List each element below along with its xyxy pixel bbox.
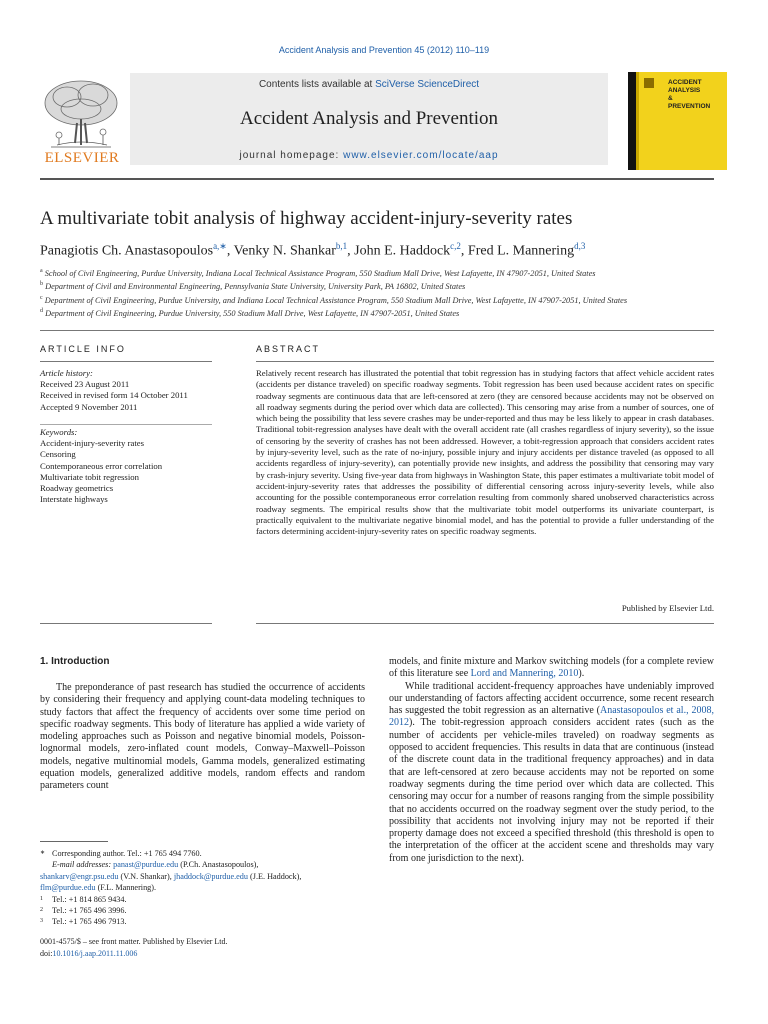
corresponding-author-note: ∗ Corresponding author. Tel.: +1 765 494 7760.	[40, 849, 202, 858]
author-affiliation-mark[interactable]: a,∗	[213, 241, 227, 251]
journal-citation-link[interactable]: Accident Analysis and Prevention 45 (2012) 110–119	[278, 45, 490, 55]
affiliation-item: $^d$ Department of Civil Engineering, Purdue University, 550 Stadium Mall Drive, West Lafayette, IN 47907-2051, United States	[40, 308, 460, 318]
telephone-note: 3 Tel.: +1 765 496 7913.	[40, 917, 127, 927]
keyword-item: Contemporaneous error correlation	[40, 460, 163, 471]
journal-homepage	[130, 150, 608, 161]
svg-text:ACCIDENT: ACCIDENT	[668, 79, 702, 86]
email-link[interactable]: shankarv@engr.psu.edu	[40, 871, 119, 881]
email-addresses-cont: shankarv@engr.psu.edu (V.N. Shankar), jhaddock@purdue.edu (J.E. Haddock),	[40, 871, 302, 881]
publisher-note: Published by Elsevier Ltd.	[621, 603, 714, 613]
telephone-note: 1 Tel.: +1 814 865 9434.	[40, 894, 127, 904]
abstract-rule	[256, 361, 714, 362]
affiliations	[40, 266, 720, 319]
keywords-heading: Keywords:	[40, 427, 78, 437]
elsevier-wordmark: ELSEVIER	[44, 150, 120, 166]
info-bottom-rule	[40, 623, 212, 624]
affiliation-item: $^b$ Department of Civil and Environmental Engineering, Pennsylvania State University, University Park, PA 16802, United States	[40, 281, 466, 292]
affiliation-item: $^a$ School of Civil Engineering, Purdue University, Indiana Local Technical Assistance Program, 550 Stadium Mall Drive, West Lafayette, IN 47907-2051, United States	[40, 268, 596, 278]
abstract-body: Relatively recent research has illustrated the potential that tobit regression has in studying factors that affect vehicle accident rates (accidents per distance traveled) on specific roadway segments. Tobit regression has been used because accident rates on specific roadway segments are continuous data that are left-censored at zero (they are censored because accidents may not be observed on all roadway segments during the period over which data are collected). This censoring may arise from a number of sources, one of which being the possibility that less severe crashes may be under-reported and thus may be less likely to appear in crash databases. Traditional tobit-regression analyses have dealt with the overall accident rate (all crashes regardless of injury severity), so the issue of censoring by the severity of crashes has not been addressed. However, a tobit-regression approach that considers accident rates by injury-severity level, such as the rate of no-injury, possible injury and injury accidents per distance traveled (as opposed to all accidents regardless of injury-severity), can potentially provide new insights, and address the possibility that censoring may vary by crash-injury severity. Using five-year data from highways in Washington State, this paper estimates a multivariate tobit model of accident-injury-severity rates that addresses the possibility of differential censoring across injury-severity levels, while also accounting for the possible contemporaneous error correlation resulting from commonly shared unobserved characteristics across roadway segments. The empirical results show that the multivariate tobit model outperforms its univariate counterpart, is practically equivalent to the multivariate negative binomial model, and has the potential to provide a fuller understanding of the factors determining accident-injury-severity rates on specific roadway segments.	[256, 368, 714, 537]
author-affiliation-mark[interactable]: b,1	[335, 241, 348, 251]
contents-availability	[130, 79, 608, 90]
author-name[interactable]: Panagiotis Ch. Anastasopoulos	[40, 243, 214, 259]
author-affiliation-mark[interactable]: c,2	[450, 241, 461, 251]
author-affiliation-mark[interactable]: d,3	[574, 241, 586, 251]
intro-paragraph: While traditional accident-frequency approaches have undeniably improved our understanding of factors affecting accident occurrence, some recent research has suggested the tobit regression as an alternative (Anastasopoulos et al., 2008, 2012). The tobit-regression approach considers accident rates (such as the number of accidents per vehicle-miles traveled) on roadway segments as opposed to accident frequencies. This results in data that are continuous (instead of the discrete count data in the traditional frequency approaches) and in data that are left-censored at zero because accidents may not be reported on some roadway segments during the time period over which data are collected. This censoring may occur for a number of reasons ranging from the simple possibility that no accidents occurred on the roadway segment over the study period, to the possibility that accidents not involving injury may not be reported if their property damage does not exceed a specified threshold (this threshold is open to the interpretation of the officer at the accident scene and thresholds may vary from one jurisdiction to the next).	[389, 680, 714, 864]
keyword-item: Interstate highways	[40, 494, 108, 505]
email-link[interactable]: flm@purdue.edu	[40, 883, 96, 893]
author-name[interactable]: Fred L. Mannering	[467, 243, 575, 259]
email-link[interactable]: jhaddock@purdue.edu	[173, 871, 248, 881]
svg-text:&: &	[668, 95, 673, 102]
affiliation-item: $^c$ Department of Civil Engineering, Purdue University, and Indiana Local Technical Assistance Program, 550 Stadium Mall Drive, West Lafayette, IN 47907-2051, United States	[40, 294, 628, 305]
article-info-label: ARTICLE INFO	[40, 344, 126, 354]
author-name[interactable]: John E. Haddock	[354, 243, 451, 259]
homepage-link[interactable]: www.elsevier.com/locate/aap	[343, 150, 499, 161]
copyright-block	[40, 936, 365, 959]
email-link[interactable]: panast@purdue.edu	[113, 860, 179, 870]
email-addresses: E-mail addresses: panast@purdue.edu (P.Ch. Anastasopoulos),	[52, 860, 259, 870]
intro-column-right	[389, 656, 714, 865]
keyword-item: Censoring	[40, 449, 76, 460]
abstract-label: ABSTRACT	[256, 344, 321, 354]
article-history	[40, 368, 212, 413]
author-list: Panagiotis Ch. Anastasopoulos$^{a,∗}$, Venky N. Shankar$^{b,1}$, John E. Haddock$^{c,2}$, Fred L. Mannering$^{d,3}$	[40, 241, 586, 259]
history-item: Received 23 August 2011	[40, 379, 130, 390]
sciencedirect-link[interactable]: SciVerse ScienceDirect	[375, 79, 480, 90]
footnotes	[40, 848, 365, 928]
intro-paragraph-left: The preponderance of past research has studied the occurrence of accidents by considering their frequency and applying count-data modeling techniques to study factors that affect the frequency of accidents over some time period on specific roadway segments. This body of literature has applied a wide variety of modeling approaches such as Poisson and negative binomial models, Poisson-lognormal models, zero-inflated count models, Conway–Maxwell–Poisson models, negative multinomial models, Gamma models, generalized estimating equation models, generalized additive models, random effects and random parameters count	[40, 682, 365, 792]
contents-prefix: Contents lists available at	[258, 79, 376, 90]
keyword-item: Roadway geometrics	[40, 483, 114, 494]
footnote-rule	[40, 841, 108, 842]
article-title: A multivariate tobit analysis of highway accident-injury-severity rates	[40, 208, 573, 229]
history-heading: Article history:	[40, 368, 93, 378]
abstract-bottom-rule	[256, 623, 714, 624]
introduction-heading: 1. Introduction	[40, 656, 110, 667]
copyright-line: 0001-4575/$ – see front matter. Published by Elsevier Ltd.	[40, 937, 228, 946]
citation-link[interactable]: Lord and Mannering, 2010	[470, 668, 579, 680]
citation-link[interactable]: Anastasopoulos et al., 2008, 2012	[389, 705, 714, 729]
homepage-prefix: journal homepage:	[239, 150, 344, 161]
telephone-note: 2 Tel.: +1 765 496 3996.	[40, 906, 127, 916]
doi-link[interactable]: 10.1016/j.aap.2011.11.006	[52, 948, 138, 958]
svg-text:PREVENTION: PREVENTION	[668, 103, 711, 110]
intro-paragraph: models, and finite mixture and Markov switching models (for a complete review of this literature see Lord and Mannering, 2010).	[389, 656, 714, 680]
journal-name: Accident Analysis and Prevention	[239, 108, 499, 129]
keywords-rule	[40, 424, 212, 425]
history-item: Accepted 9 November 2011	[40, 401, 138, 412]
info-rule	[40, 361, 212, 362]
doi-line: doi:10.1016/j.aap.2011.11.006	[40, 948, 138, 958]
svg-text:ANALYSIS: ANALYSIS	[668, 87, 701, 94]
email-addresses-cont: flm@purdue.edu (F.L. Mannering).	[40, 883, 157, 893]
keyword-item: Accident-injury-severity rates	[40, 438, 144, 449]
section-rule	[40, 330, 714, 331]
journal-cover-thumbnail[interactable]	[628, 72, 727, 170]
keyword-item: Multivariate tobit regression	[40, 471, 139, 482]
author-name[interactable]: Venky N. Shankar	[233, 243, 336, 259]
header-rule	[40, 178, 714, 180]
keywords	[40, 427, 212, 505]
history-item: Received in revised form 14 October 2011	[40, 390, 188, 401]
